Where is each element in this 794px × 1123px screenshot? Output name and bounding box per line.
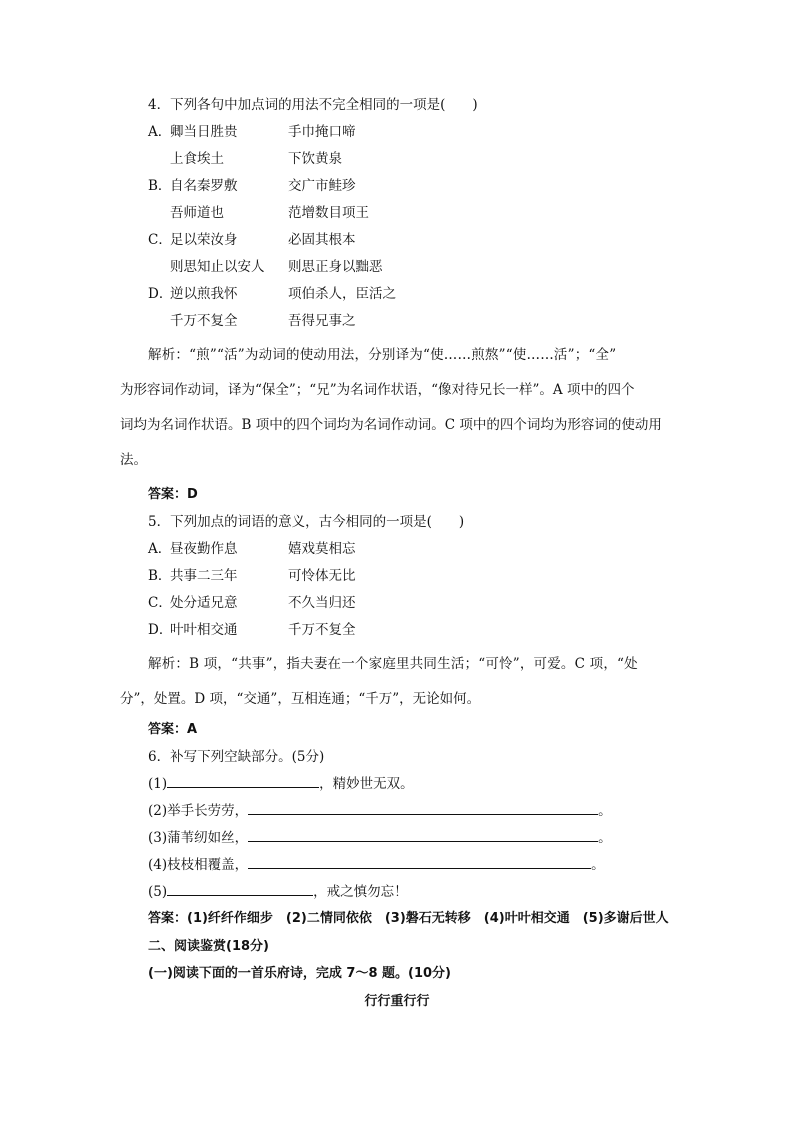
q6-item-1 (148, 775, 414, 793)
q5-option-d-label: D． (148, 622, 173, 638)
q6-answer: 答案：(1)纤纤作细步 (2)二情同依依 (3)磐石无转移 (4)叶叶相交通 (5)多谢后世人 (148, 911, 669, 926)
q4-option-b-3: 吾师道也 (170, 205, 224, 221)
q6-item-4 (148, 856, 605, 874)
q5-answer: 答案：A (148, 722, 198, 737)
q5-option-a-1: 昼夜勤作息 (170, 541, 238, 557)
q4-option-d-4: 吾得兄事之 (288, 313, 356, 329)
q6-item-2-suffix: 。 (598, 803, 612, 819)
q4-option-d-2: 项伯杀人，臣活之 (288, 286, 396, 302)
q4-option-c-3: 则思知止以安人 (170, 259, 265, 275)
q4-option-b-1: 自名秦罗敷 (170, 178, 238, 194)
q6-item-5-suffix: ，戒之慎勿忘！ (313, 884, 408, 900)
q6-item-5 (148, 883, 408, 901)
q6-item-5-prefix: (5) (148, 884, 168, 900)
q5-option-b-1: 共事二三年 (170, 568, 238, 584)
q6-item-1-prefix: (1) (148, 776, 168, 792)
q5-option-c-1: 处分适兄意 (170, 595, 238, 611)
q5-option-d-1: 叶叶相交通 (170, 622, 238, 638)
q4-explanation-line-3: 词均为名词作状语。B 项中的四个词均为名词作动词。C 项中的四个词均为形容词的使动用 (120, 417, 662, 433)
q6-item-4-prefix: (4)枝枝相覆盖， (148, 857, 249, 873)
q4-answer: 答案：D (148, 487, 198, 502)
q5-option-d-2: 千万不复全 (288, 622, 356, 638)
q4-option-c-label: C． (148, 232, 172, 248)
q4-option-c-1: 足以荣汝身 (170, 232, 238, 248)
section2-heading: 二、阅读鉴赏(18分) (148, 939, 269, 954)
q4-option-c-2: 必固其根本 (288, 232, 356, 248)
q6-item-4-suffix: 。 (591, 857, 605, 873)
q6-item-3-suffix: 。 (598, 830, 612, 846)
q5-stem: 5．下列加点的词语的意义，古今相同的一项是( ) (148, 514, 465, 530)
q6-item-3-prefix: (3)蒲苇纫如丝， (148, 830, 249, 846)
q5-explanation-line-1: 解析：B 项，“共事”，指夫妻在一个家庭里共同生活；“可怜”，可爱。C 项，“处 (148, 656, 638, 672)
q4-option-a-3: 上食埃土 (170, 151, 224, 167)
q6-stem: 6．补写下列空缺部分。(5分) (148, 749, 325, 765)
q5-option-c-2: 不久当归还 (288, 595, 356, 611)
q5-explanation-line-2: 分”，处置。D 项，“交通”，互相连通；“千万”，无论如何。 (120, 691, 481, 707)
q6-item-2-blank[interactable] (248, 802, 598, 815)
q4-option-a-4: 下饮黄泉 (288, 151, 342, 167)
q6-item-4-blank[interactable] (248, 856, 591, 869)
q4-option-a-label: A． (148, 124, 172, 140)
q6-item-2-prefix: (2)举手长劳劳， (148, 803, 249, 819)
q4-option-d-label: D． (148, 286, 173, 302)
q5-option-b-2: 可怜体无比 (288, 568, 356, 584)
q4-option-a-2: 手巾掩口啼 (288, 124, 356, 140)
q4-option-b-4: 范增数目项王 (288, 205, 369, 221)
q4-option-d-1: 逆以煎我怀 (170, 286, 238, 302)
q6-item-5-blank[interactable] (167, 883, 313, 896)
q6-item-3 (148, 829, 612, 847)
q4-option-b-label: B． (148, 178, 172, 194)
q4-option-a-1: 卿当日胜贵 (170, 124, 238, 140)
q6-item-2 (148, 802, 612, 820)
q4-stem: 4．下列各句中加点词的用法不完全相同的一项是( ) (148, 97, 478, 113)
q4-explanation-line-4: 法。 (120, 452, 147, 468)
q6-item-1-blank[interactable] (167, 775, 319, 788)
q5-option-c-label: C． (148, 595, 172, 611)
q4-option-c-4: 则思正身以黜恶 (288, 259, 383, 275)
q5-option-a-2: 嬉戏莫相忘 (288, 541, 356, 557)
q4-option-b-2: 交广市鲑珍 (288, 178, 356, 194)
q6-item-1-suffix: ，精妙世无双。 (319, 776, 414, 792)
q4-option-d-3: 千万不复全 (170, 313, 238, 329)
poem-title: 行行重行行 (364, 994, 430, 1009)
section2-subheading: (一)阅读下面的一首乐府诗，完成 7～8 题。(10分) (148, 966, 451, 981)
q5-option-a-label: A． (148, 541, 172, 557)
q5-option-b-label: B． (148, 568, 172, 584)
q6-item-3-blank[interactable] (248, 829, 598, 842)
q4-explanation-line-1: 解析：“煎”“活”为动词的使动用法，分别译为“使……煎熬”“使……活”；“全” (148, 347, 617, 363)
q4-explanation-line-2: 为形容词作动词，译为“保全”；“兄”为名词作状语，“像对待兄长一样”。A 项中的四个 (120, 382, 635, 398)
